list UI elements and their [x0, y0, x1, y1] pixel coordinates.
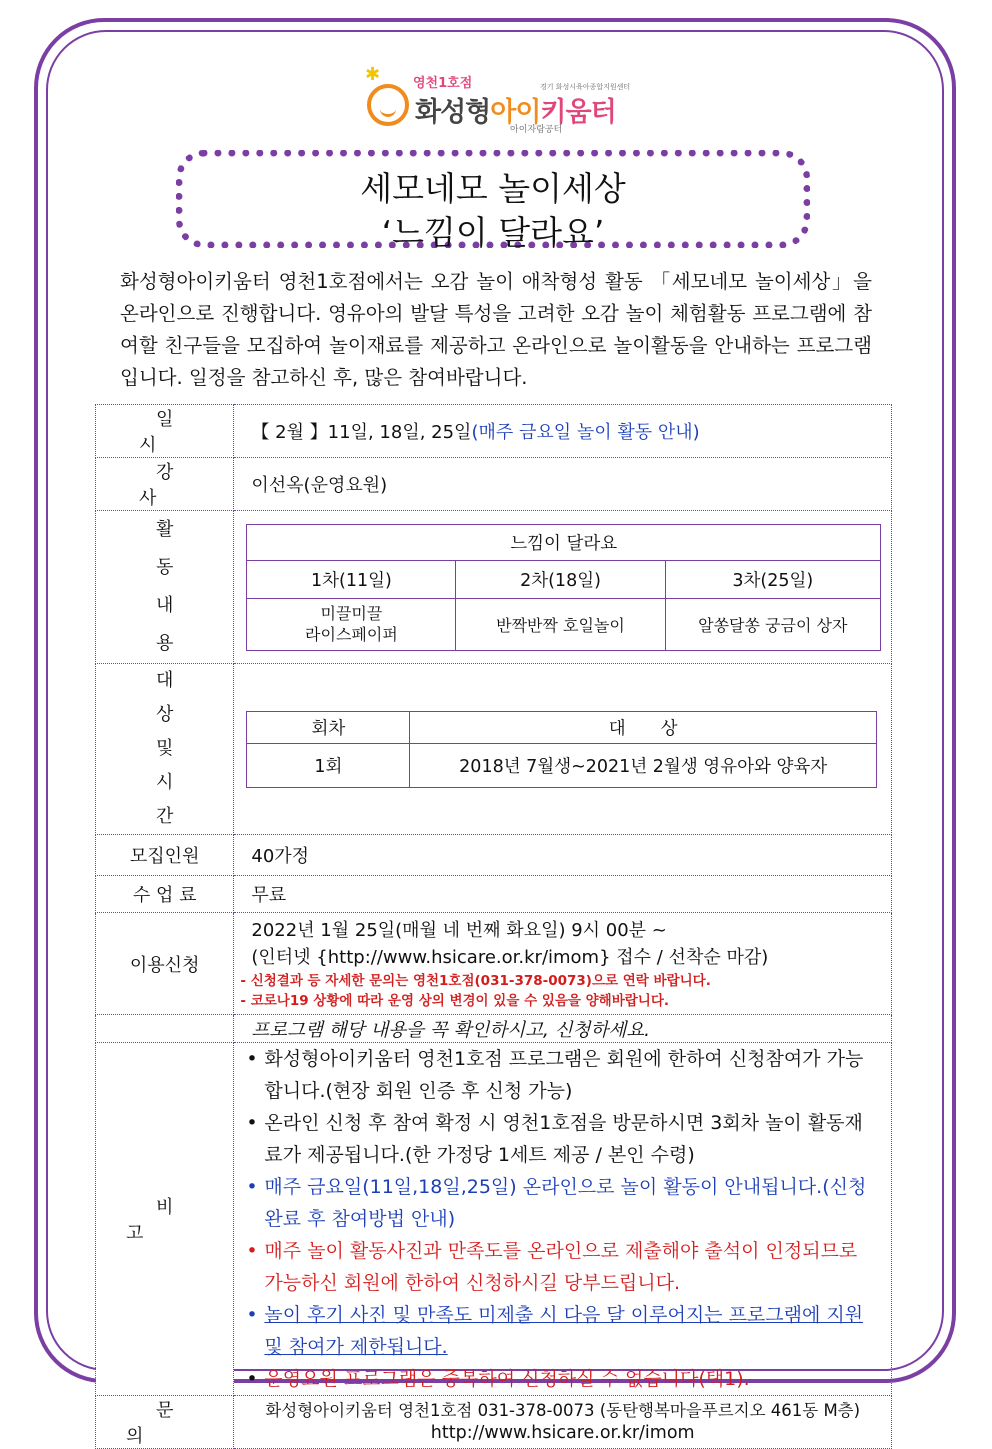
- row-fee: [96, 876, 892, 913]
- title-line1: 세모네모 놀이세상: [360, 169, 626, 208]
- row-date: [96, 405, 892, 458]
- label-date: 일 시: [139, 409, 208, 456]
- row-activity: [96, 511, 892, 664]
- fee-value: 무료: [234, 876, 892, 913]
- logo-tag: 경기 화성시육아종합지원센터: [540, 83, 631, 91]
- target-col-round: 회차: [247, 711, 410, 743]
- activity-header: 느낌이 달라요: [247, 524, 881, 560]
- row-confirm: [96, 1015, 892, 1043]
- date-note: (매주 금요일 놀이 활동 안내): [471, 422, 700, 443]
- info-table: [95, 404, 892, 1449]
- row-apply: [96, 913, 892, 1015]
- bullet-icon: •: [246, 1112, 258, 1134]
- apply-note2: - 코로나19 상황에 따라 운영 상의 변경이 있을 수 있음을 양해바랍니다.: [240, 992, 670, 1009]
- session-round: 3차(25일): [665, 560, 880, 598]
- remarks-list: [238, 1043, 871, 1395]
- label-apply: 이용신청: [96, 913, 234, 1015]
- apply-confirm: 프로그램 해당 내용을 꼭 확인하시고, 신청하세요.: [234, 1015, 892, 1043]
- session-content: 알쏭달쏭 궁금이 상자: [665, 598, 880, 650]
- target-who: 2018년 7월생~2021년 2월생 영유아와 양육자: [410, 743, 877, 787]
- row-contact: [96, 1396, 892, 1449]
- logo-name-part3: 키움터: [540, 97, 616, 128]
- logo-branch: 영천1호점: [413, 76, 473, 91]
- apply-line2: (인터넷 {http://www.hsicare.or.kr/imom} 접수 / 선착순 마감): [251, 946, 769, 968]
- row-target: [96, 664, 892, 835]
- logo-name-part2: 아이: [490, 97, 541, 128]
- bullet-icon: •: [246, 1240, 258, 1262]
- title-line2: ‘느낌이 달라요’: [381, 213, 605, 252]
- remark-item: • 놀이 후기 사진 및 만족도 미제출 시 다음 달 이루어지는 프로그램에 지원 및 참여가 제한됩니다.: [238, 1299, 871, 1363]
- row-instructor: [96, 458, 892, 511]
- target-col-who: 대 상: [410, 711, 877, 743]
- bullet-icon: •: [246, 1368, 258, 1390]
- session-round: 2차(18일): [456, 560, 665, 598]
- smile-face-icon: [367, 84, 409, 126]
- remark-item: • 운영요원 프로그램은 중복하여 신청하실 수 없습니다(택1).: [238, 1363, 871, 1395]
- contact-line1: 화성형아이키움터 영천1호점 031-378-0073 (동탄행복마을푸르지오 461동 M층): [265, 1401, 861, 1420]
- star-icon: ✱: [365, 64, 381, 85]
- date-value: 【 2월 】11일, 18일, 25일: [251, 422, 472, 443]
- label-activity-1: 활 동: [156, 519, 208, 578]
- activity-table: [246, 524, 881, 651]
- label-contact: 문 의: [126, 1400, 234, 1447]
- target-round: 1회: [247, 743, 410, 787]
- apply-line1: 2022년 1월 25일(매월 네 번째 화요일) 9시 00분 ~: [251, 919, 667, 941]
- contact-url[interactable]: http://www.hsicare.or.kr/imom: [430, 1423, 695, 1443]
- session-content-line1: 미끌미끌: [320, 604, 383, 623]
- session-content-line2: 라이스페이퍼: [305, 625, 398, 644]
- logo-name-part1: 화성형: [415, 97, 491, 128]
- label-target-1: 대 상: [156, 670, 208, 725]
- remark-item: • 온라인 신청 후 참여 확정 시 영천1호점을 방문하시면 3회차 놀이 활동재료가 제공됩니다.(한 가정당 1세트 제공 / 본인 수령): [238, 1107, 871, 1171]
- apply-note1: - 신청결과 등 자세한 문의는 영천1호점(031-378-0073)으로 연락 바랍니다.: [240, 972, 711, 989]
- session-content: [247, 598, 456, 650]
- remark-item: • 매주 놀이 활동사진과 만족도를 온라인으로 제출해야 출석이 인정되므로 가능하신 회원에 한하여 신청하시길 당부드립니다.: [238, 1235, 871, 1299]
- label-remarks: 비 고: [126, 1197, 234, 1244]
- label-activity-2: 내 용: [156, 595, 208, 654]
- intro-paragraph: 화성형아이키움터 영천1호점에서는 오감 놀이 애착형성 활동 「세모네모 놀이세상」을 온라인으로 진행합니다. 영유아의 발달 특성을 고려한 오감 놀이 체험활동 프로그램에 참여할 친구들을 모집하여 놀이재료를 제공하고 온라인으로 놀이활동을 안내하는 프로그램입니다. 일정을 참고하신 후, 많은 참여바랍니다.: [120, 270, 872, 389]
- session-content: 반짝반짝 호일놀이: [456, 598, 665, 650]
- bullet-icon: •: [246, 1304, 258, 1326]
- row-capacity: [96, 835, 892, 876]
- remark-item: • 화성형아이키움터 영천1호점 프로그램은 회원에 한하여 신청참여가 가능합니다.(현장 회원 인증 후 신청 가능): [238, 1043, 871, 1107]
- session-round: 1차(11일): [247, 560, 456, 598]
- target-table: [246, 711, 877, 788]
- capacity-value: 40가정: [234, 835, 892, 876]
- label-target-3: 시 간: [156, 772, 208, 827]
- label-capacity: 모집인원: [96, 835, 234, 876]
- label-instructor: 강 사: [139, 462, 208, 509]
- label-target-2: 및: [156, 738, 174, 759]
- logo: [365, 66, 635, 136]
- instructor-value: 이선옥(운영요원): [234, 458, 892, 511]
- bullet-icon: •: [246, 1176, 258, 1198]
- bullet-icon: •: [246, 1048, 258, 1070]
- remark-item: • 매주 금요일(11일,18일,25일) 온라인으로 놀이 활동이 안내됩니다.(신청완료 후 참여방법 안내): [238, 1171, 871, 1235]
- logo-sub: 아이자람공터: [510, 125, 563, 135]
- title-box: [176, 150, 810, 252]
- row-remarks: [96, 1043, 892, 1396]
- label-fee: 수 업 료: [96, 876, 234, 913]
